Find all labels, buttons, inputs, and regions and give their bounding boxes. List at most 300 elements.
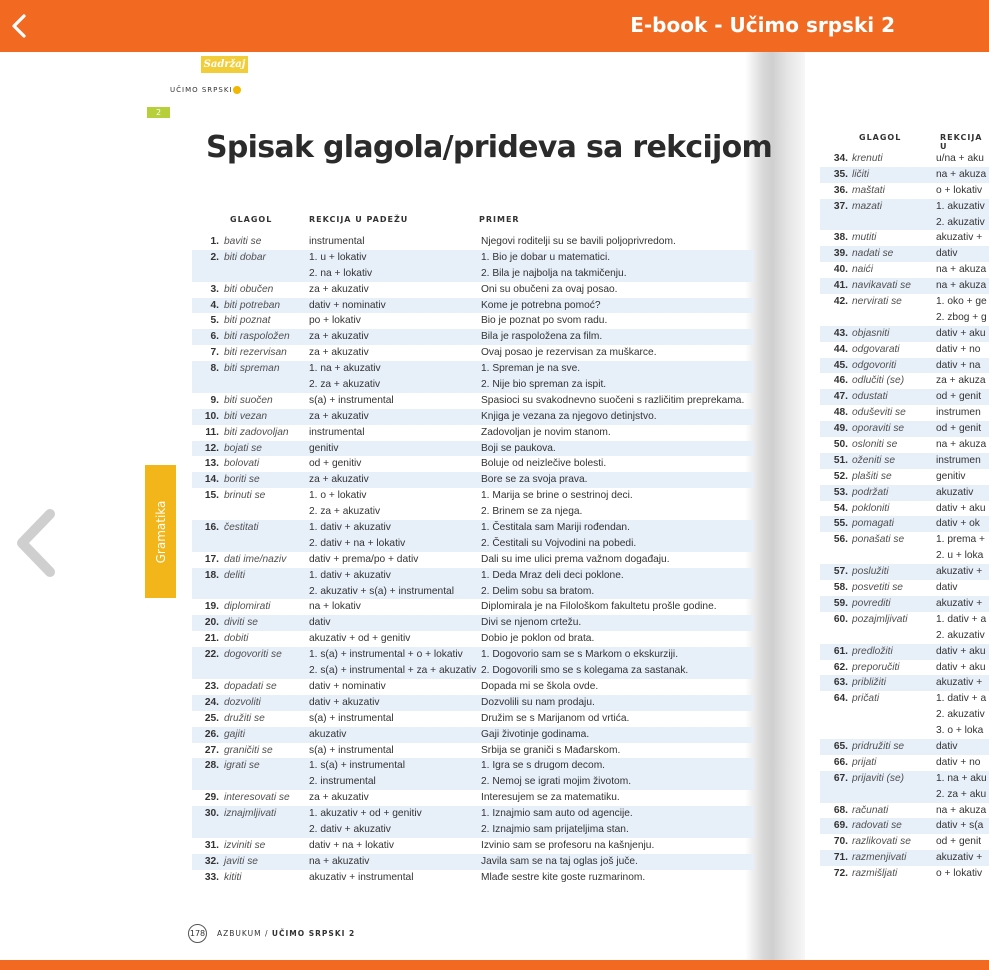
cell-ex: Dobio je poklon od brata. bbox=[481, 633, 595, 645]
cell-rec: od + genit bbox=[936, 836, 982, 848]
cell-verb: navikavati se bbox=[852, 280, 911, 292]
table-row bbox=[192, 615, 754, 631]
table-row bbox=[820, 850, 989, 866]
cell-num: 29. bbox=[204, 792, 219, 804]
cell-rec: dativ + aku bbox=[936, 327, 986, 339]
side-tab-gramatika[interactable] bbox=[145, 465, 176, 598]
table-row bbox=[820, 342, 989, 358]
cell-ex: 2. Nije bio spreman za ispit. bbox=[481, 379, 607, 391]
cell-ex: Interesujem se za matematiku. bbox=[481, 792, 620, 804]
cell-rec: 2. dativ + na + lokativ bbox=[309, 537, 406, 549]
cell-num: 41. bbox=[833, 280, 848, 292]
cell-rec: 2. u + loka bbox=[936, 550, 984, 562]
cell-ex: Ovaj posao je rezervisan za muškarce. bbox=[481, 347, 657, 359]
cell-verb: baviti se bbox=[224, 236, 262, 247]
cell-num: 25. bbox=[204, 712, 219, 724]
cell-verb: posvetiti se bbox=[852, 582, 903, 594]
table-row bbox=[820, 469, 989, 485]
cell-rec: 1. s(a) + instrumental bbox=[309, 760, 405, 772]
cell-rec: na + akuza bbox=[936, 280, 987, 292]
cell-num bbox=[192, 584, 222, 600]
cell-rec: za + akuzativ bbox=[309, 331, 369, 343]
cell-rec: s(a) + instrumental bbox=[309, 744, 394, 756]
cell-rec: 1. dativ + a bbox=[936, 693, 987, 705]
cell-verb: oženiti se bbox=[852, 454, 896, 466]
cell-num: 58. bbox=[833, 582, 848, 594]
cell-verb: biti obučen bbox=[224, 283, 274, 295]
table-row bbox=[192, 329, 754, 345]
cell-rec: od + genit bbox=[936, 391, 982, 403]
table-row bbox=[820, 294, 989, 310]
cell-verb: predložiti bbox=[852, 645, 893, 657]
cell-num: 52. bbox=[833, 470, 848, 482]
cell-rec: od + genitiv bbox=[309, 458, 362, 470]
cell-ex: Gaji životinje godinama. bbox=[481, 728, 590, 740]
cell-num bbox=[820, 548, 852, 564]
cell-num: 35. bbox=[833, 168, 848, 180]
cell-ex: Oni su obučeni za ovaj posao. bbox=[481, 283, 618, 295]
table-row bbox=[820, 326, 989, 342]
cell-num: 54. bbox=[833, 502, 848, 514]
cell-ex: Srbija se graniči s Mađarskom. bbox=[481, 744, 621, 756]
cell-num: 16. bbox=[204, 522, 219, 534]
cell-num bbox=[192, 504, 222, 520]
cell-num bbox=[820, 723, 852, 739]
cell-ex: 1. Marija se brine o sestrinoj deci. bbox=[481, 490, 633, 502]
cell-rec: 2. akuzativ + s(a) + instrumental bbox=[309, 585, 454, 597]
cell-verb: oporaviti se bbox=[852, 423, 905, 435]
cell-verb: biti vezan bbox=[224, 410, 268, 422]
verb-table-right bbox=[820, 151, 989, 882]
toc-button[interactable]: Sadržaj bbox=[201, 56, 248, 73]
cell-rec: 2. akuzativ bbox=[936, 629, 985, 641]
cell-num: 28. bbox=[204, 760, 219, 772]
cell-num: 45. bbox=[833, 359, 848, 371]
cell-rec: dativ + no bbox=[936, 343, 981, 355]
cell-ex: 1. Spreman je na sve. bbox=[481, 363, 581, 375]
cell-num: 14. bbox=[204, 474, 219, 486]
cell-rec: od + genit bbox=[936, 423, 982, 435]
prev-page-button[interactable] bbox=[12, 508, 62, 578]
table-row bbox=[192, 298, 754, 314]
page-number: 178 bbox=[188, 924, 207, 943]
cell-rec: dativ + aku bbox=[936, 502, 986, 514]
cell-ex: Izvinio sam se profesoru na kašnjenju. bbox=[481, 839, 655, 851]
cell-rec: dativ + akuzativ bbox=[309, 696, 380, 708]
cell-num: 36. bbox=[833, 184, 848, 196]
table-row bbox=[192, 774, 754, 790]
cell-num: 30. bbox=[204, 808, 219, 820]
cell-num: 17. bbox=[204, 553, 219, 565]
cell-num: 56. bbox=[833, 534, 848, 546]
cell-num: 59. bbox=[833, 597, 848, 609]
cell-verb: razmišljati bbox=[852, 868, 898, 880]
table-row bbox=[820, 771, 989, 787]
cell-verb: biti dobar bbox=[224, 251, 266, 263]
chapter-box: 2 bbox=[147, 107, 170, 118]
cell-verb: dopadati se bbox=[224, 680, 277, 692]
cell-num: 11. bbox=[205, 426, 219, 438]
cell-verb bbox=[852, 723, 936, 739]
table-row bbox=[192, 854, 754, 870]
cell-verb: bojati se bbox=[224, 442, 262, 454]
table-row bbox=[820, 660, 989, 676]
table-row bbox=[820, 246, 989, 262]
cell-ex: 1. Igra se s drugom decom. bbox=[481, 760, 606, 772]
table-row bbox=[192, 727, 754, 743]
cell-verb: brinuti se bbox=[224, 490, 266, 502]
book-gutter bbox=[745, 52, 805, 960]
cell-rec: instrumental bbox=[309, 426, 365, 438]
cell-verb bbox=[852, 548, 936, 564]
cell-num: 53. bbox=[833, 486, 848, 498]
cell-rec: genitiv bbox=[936, 470, 966, 482]
table-row bbox=[192, 488, 754, 504]
cell-ex: Zadovoljan je novim stanom. bbox=[481, 426, 611, 438]
footer-book: UČIMO SRPSKI 2 bbox=[271, 929, 356, 938]
table-row bbox=[820, 548, 989, 564]
cell-rec: za + akuzativ bbox=[309, 410, 369, 422]
cell-ex: Boji se paukova. bbox=[481, 442, 556, 454]
cell-num: 12. bbox=[204, 442, 219, 454]
table-row bbox=[192, 536, 754, 552]
table-row bbox=[820, 215, 989, 231]
bottom-bar bbox=[0, 960, 989, 970]
cell-rec: za + akuzativ bbox=[309, 474, 369, 486]
cell-rec: akuzativ + bbox=[936, 566, 983, 578]
col-header-ex: PRIMER bbox=[479, 215, 520, 224]
cell-ex: Bila je raspoložena za film. bbox=[481, 331, 603, 343]
cell-num: 3. bbox=[210, 283, 219, 295]
cell-verb: razmenjivati bbox=[852, 852, 907, 864]
cell-num: 50. bbox=[833, 439, 848, 451]
cell-ex: Dali su ime ulici prema važnom događaju. bbox=[481, 553, 670, 565]
cell-verb: družiti se bbox=[224, 712, 265, 724]
cell-ex: Divi se njenom crtežu. bbox=[481, 617, 582, 629]
cell-num: 8. bbox=[210, 363, 219, 375]
cell-rec: za + akuzativ bbox=[309, 792, 369, 804]
table-row bbox=[820, 564, 989, 580]
cell-rec: dativ + s(a bbox=[936, 820, 984, 832]
cell-ex: 2. Nemoj se igrati mojim životom. bbox=[481, 776, 632, 788]
cell-rec: dativ + aku bbox=[936, 645, 986, 657]
series-dot-icon bbox=[233, 86, 241, 94]
cell-rec: 2. na + lokativ bbox=[309, 267, 373, 279]
cell-verb: biti suočen bbox=[224, 394, 273, 406]
cell-rec: 1. o + lokativ bbox=[309, 490, 367, 502]
cell-verb: krenuti bbox=[852, 153, 883, 164]
table-row bbox=[820, 453, 989, 469]
cell-rec: s(a) + instrumental bbox=[309, 712, 394, 724]
cell-rec: dativ + prema/po + dativ bbox=[309, 553, 419, 565]
cell-num: 47. bbox=[833, 391, 848, 403]
cell-ex: 2. Bila je najbolja na takmičenju. bbox=[481, 267, 627, 279]
table-row bbox=[192, 711, 754, 727]
cell-verb bbox=[222, 774, 309, 790]
cell-ex: Dopada mi se škola ovde. bbox=[481, 680, 599, 692]
table-row bbox=[820, 580, 989, 596]
col-header-rec: REKCIJA U PADEŽU bbox=[309, 215, 409, 224]
cell-rec: 1. prema + bbox=[936, 534, 985, 546]
cell-ex: Dozvolili su nam prodaju. bbox=[481, 696, 595, 708]
cell-verb: maštati bbox=[852, 184, 885, 196]
cell-rec: akuzativ bbox=[309, 728, 347, 740]
table-row bbox=[192, 313, 754, 329]
cell-rec: akuzativ + bbox=[936, 232, 983, 244]
table-row bbox=[192, 409, 754, 425]
cell-rec: u/na + aku bbox=[936, 153, 984, 164]
cell-verb: povrediti bbox=[852, 597, 891, 609]
cell-rec: 3. o + loka bbox=[936, 725, 984, 737]
cell-rec: 1. dativ + akuzativ bbox=[309, 569, 391, 581]
cell-verb: deliti bbox=[224, 569, 245, 581]
cell-num: 2. bbox=[210, 251, 219, 263]
cell-num: 72. bbox=[833, 868, 848, 880]
cell-verb: interesovati se bbox=[224, 792, 290, 804]
cell-num: 13. bbox=[204, 458, 219, 470]
cell-ex: Bore se za svoja prava. bbox=[481, 474, 588, 486]
table-row bbox=[192, 599, 754, 615]
cell-verb: javiti se bbox=[224, 855, 258, 867]
table-row bbox=[192, 838, 754, 854]
cell-verb: naići bbox=[852, 264, 873, 276]
cell-num bbox=[192, 536, 222, 552]
cell-num: 19. bbox=[204, 601, 219, 613]
cell-verb: odlučiti (se) bbox=[852, 375, 905, 387]
cell-verb bbox=[222, 663, 309, 679]
cell-num: 31. bbox=[204, 839, 219, 851]
cell-verb: mutiti bbox=[852, 232, 877, 244]
cell-rec: akuzativ + od + genitiv bbox=[309, 633, 411, 645]
table-row bbox=[820, 739, 989, 755]
cell-rec: s(a) + instrumental bbox=[309, 394, 394, 406]
page-footer bbox=[188, 924, 355, 943]
table-row bbox=[192, 822, 754, 838]
table-row bbox=[192, 377, 754, 393]
cell-num: 1. bbox=[210, 236, 219, 247]
cell-rec: 2. akuzativ bbox=[936, 709, 985, 721]
cell-verb: čestitati bbox=[224, 522, 259, 534]
table-row bbox=[820, 230, 989, 246]
cell-num bbox=[192, 663, 222, 679]
table-row bbox=[192, 790, 754, 806]
cell-verb: kititi bbox=[224, 871, 242, 883]
cell-num bbox=[820, 628, 852, 644]
cell-rec: dativ bbox=[936, 740, 958, 752]
table-row bbox=[820, 358, 989, 374]
table-row bbox=[820, 183, 989, 199]
table-row bbox=[820, 707, 989, 723]
cell-rec: dativ bbox=[936, 248, 958, 260]
cell-rec: 2. za + akuzativ bbox=[309, 379, 381, 391]
cell-num: 65. bbox=[833, 740, 848, 752]
cell-verb: preporučiti bbox=[852, 661, 900, 673]
cell-verb: računati bbox=[852, 804, 889, 816]
table-row bbox=[192, 743, 754, 759]
cell-verb: oduševiti se bbox=[852, 407, 906, 419]
cell-rec: na + akuza bbox=[936, 264, 987, 276]
cell-verb: gajiti bbox=[224, 728, 245, 740]
cell-verb: mazati bbox=[852, 200, 883, 212]
table-row bbox=[192, 504, 754, 520]
cell-verb: pričati bbox=[852, 693, 880, 705]
cell-verb: boriti se bbox=[224, 474, 260, 486]
cell-rec: 2. zbog + g bbox=[936, 311, 987, 323]
cell-rec: na + akuza bbox=[936, 168, 987, 180]
cell-ex: 1. Bio je dobar u matematici. bbox=[481, 251, 611, 263]
cell-rec: na + akuza bbox=[936, 804, 987, 816]
cell-num: 4. bbox=[210, 299, 219, 311]
table-row bbox=[192, 472, 754, 488]
table-row bbox=[192, 870, 754, 886]
table-row bbox=[820, 834, 989, 850]
cell-verb bbox=[852, 628, 936, 644]
cell-rec: o + lokativ bbox=[936, 868, 983, 880]
table-row bbox=[820, 389, 989, 405]
cell-ex: 2. Čestitali su Vojvodini na pobedi. bbox=[481, 537, 637, 549]
cell-ex: 1. Čestitala sam Mariji rođendan. bbox=[481, 522, 630, 534]
cell-rec: dativ + aku bbox=[936, 661, 986, 673]
cell-verb bbox=[222, 266, 309, 282]
cell-rec: dativ bbox=[309, 617, 331, 629]
cell-verb: nervirati se bbox=[852, 296, 902, 308]
cell-verb: pozajmljivati bbox=[852, 613, 908, 625]
cell-verb: objasniti bbox=[852, 327, 890, 339]
cell-rec: 2. akuzativ bbox=[936, 216, 985, 228]
cell-verb bbox=[852, 787, 936, 803]
right-col-header-rec: REKCIJA U bbox=[940, 133, 983, 151]
table-row bbox=[820, 421, 989, 437]
table-row bbox=[820, 437, 989, 453]
back-button[interactable] bbox=[6, 10, 36, 42]
cell-rec: dativ + nominativ bbox=[309, 680, 386, 692]
table-row bbox=[192, 584, 754, 600]
cell-verb: poslužiti bbox=[852, 566, 889, 578]
cell-ex: 2. Brinem se za njega. bbox=[481, 506, 583, 518]
cell-ex: 2. Dogovorili smo se s kolegama za sastanak. bbox=[481, 665, 689, 677]
table-row bbox=[820, 723, 989, 739]
cell-verb: odgovarati bbox=[852, 343, 900, 355]
cell-ex: 1. Iznajmio sam auto od agencije. bbox=[481, 808, 633, 820]
cell-rec: 2. instrumental bbox=[309, 776, 376, 788]
cell-num bbox=[192, 377, 222, 393]
cell-ex: Njegovi roditelji su se bavili poljoprivredom. bbox=[481, 236, 676, 247]
cell-num: 18. bbox=[204, 569, 219, 581]
cell-rec: za + akuza bbox=[936, 375, 986, 387]
cell-verb bbox=[222, 536, 309, 552]
table-row bbox=[820, 199, 989, 215]
cell-verb: plašiti se bbox=[852, 470, 892, 482]
cell-rec: na + akuza bbox=[936, 439, 987, 451]
table-row bbox=[192, 568, 754, 584]
cell-num: 57. bbox=[833, 566, 848, 578]
chevron-left-icon bbox=[6, 10, 36, 42]
table-row bbox=[820, 167, 989, 183]
cell-num: 10. bbox=[204, 410, 219, 422]
cell-verb: igrati se bbox=[224, 760, 260, 772]
cell-num: 43. bbox=[833, 327, 848, 339]
cell-verb bbox=[852, 707, 936, 723]
cell-num bbox=[192, 822, 222, 838]
table-row bbox=[192, 647, 754, 663]
cell-verb: pokloniti bbox=[852, 502, 890, 514]
cell-num bbox=[820, 787, 852, 803]
cell-num: 63. bbox=[833, 677, 848, 689]
table-row bbox=[820, 691, 989, 707]
cell-num: 33. bbox=[204, 871, 219, 883]
cell-num: 38. bbox=[833, 232, 848, 244]
right-col-header-verb: GLAGOL bbox=[859, 133, 902, 142]
cell-verb: pridružiti se bbox=[852, 740, 905, 752]
table-row bbox=[820, 675, 989, 691]
cell-rec: po + lokativ bbox=[309, 315, 361, 327]
cell-verb: biti raspoložen bbox=[224, 331, 290, 343]
cell-num: 69. bbox=[833, 820, 848, 832]
cell-verb: razlikovati se bbox=[852, 836, 911, 848]
cell-verb: dogovoriti se bbox=[224, 649, 282, 661]
cell-num: 24. bbox=[204, 696, 219, 708]
cell-verb bbox=[222, 584, 309, 600]
cell-verb: biti zadovoljan bbox=[224, 426, 289, 438]
cell-num: 60. bbox=[833, 613, 848, 625]
cell-verb: dobiti bbox=[224, 633, 249, 645]
cell-verb: diviti se bbox=[224, 617, 258, 629]
cell-ex: 1. Dogovorio sam se s Markom o ekskurziji. bbox=[481, 649, 679, 661]
table-row bbox=[820, 628, 989, 644]
footer-publisher: AZBUKUM bbox=[217, 929, 262, 938]
cell-num bbox=[192, 774, 222, 790]
cell-num bbox=[820, 310, 852, 326]
cell-num bbox=[820, 707, 852, 723]
top-bar bbox=[0, 0, 989, 52]
cell-num: 32. bbox=[204, 855, 219, 867]
cell-num: 27. bbox=[204, 744, 219, 756]
cell-ex: 2. Delim sobu sa bratom. bbox=[481, 585, 595, 597]
cell-verb bbox=[852, 215, 936, 231]
table-row bbox=[820, 787, 989, 803]
table-row bbox=[192, 695, 754, 711]
cell-verb bbox=[852, 310, 936, 326]
cell-verb: biti spreman bbox=[224, 363, 280, 375]
cell-rec: dativ + ok bbox=[936, 518, 980, 530]
cell-rec: 1. s(a) + instrumental + o + lokativ bbox=[309, 649, 463, 661]
cell-rec: instrumental bbox=[309, 236, 365, 247]
cell-rec: za + akuzativ bbox=[309, 283, 369, 295]
cell-num: 5. bbox=[210, 315, 219, 327]
cell-rec: instrumen bbox=[936, 454, 981, 466]
cell-rec: 1. oko + ge bbox=[936, 296, 987, 308]
cell-verb: osloniti se bbox=[852, 439, 898, 451]
cell-verb: biti rezervisan bbox=[224, 347, 287, 359]
cell-num: 15. bbox=[204, 490, 219, 502]
cell-verb: približiti bbox=[852, 677, 886, 689]
cell-num: 49. bbox=[833, 423, 848, 435]
table-row bbox=[192, 250, 754, 266]
cell-num: 48. bbox=[833, 407, 848, 419]
cell-num: 40. bbox=[833, 264, 848, 276]
table-row bbox=[820, 151, 989, 167]
table-row bbox=[192, 361, 754, 377]
table-row bbox=[192, 266, 754, 282]
cell-num: 62. bbox=[833, 661, 848, 673]
table-row bbox=[820, 278, 989, 294]
cell-num: 22. bbox=[204, 649, 219, 661]
table-row bbox=[820, 644, 989, 660]
cell-ex: 1. Deda Mraz deli deci poklone. bbox=[481, 569, 624, 581]
table-row bbox=[820, 596, 989, 612]
cell-num: 9. bbox=[210, 394, 219, 406]
cell-ex: Knjiga je vezana za njegovo detinjstvo. bbox=[481, 410, 657, 422]
